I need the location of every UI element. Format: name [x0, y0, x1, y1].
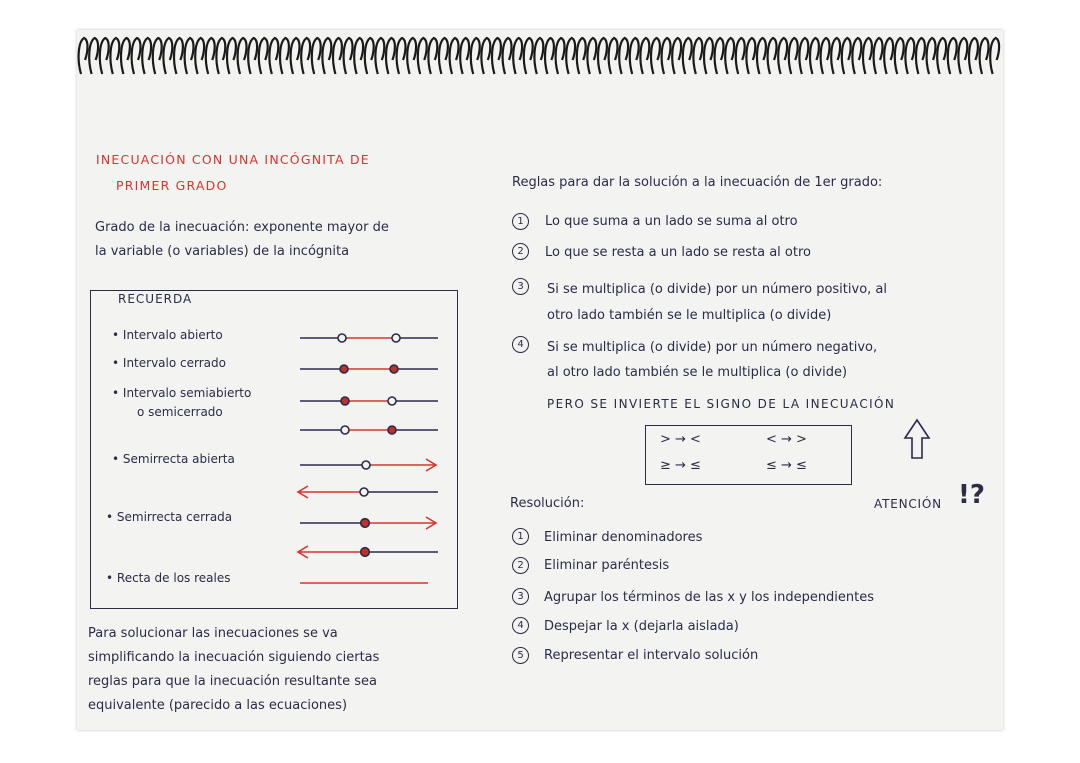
closed-dot [388, 426, 396, 434]
reglas-title: Reglas para dar la solución a la inecuación de 1er grado: [512, 175, 883, 190]
step-number: 2 [512, 557, 529, 574]
bullet-intervalo-semiabierto: • Intervalo semiabierto [112, 386, 252, 400]
closed-dot [340, 365, 348, 373]
open-dot [392, 334, 400, 342]
step-3: Agrupar los términos de las x y los independientes [544, 590, 875, 605]
atencion-marks: !? [958, 480, 985, 510]
rule-4-line-2: al otro lado también se le multiplica (o divide) [547, 365, 848, 380]
rule-1-line-1: Lo que suma a un lado se suma al otro [545, 214, 798, 229]
step-number: 4 [512, 617, 529, 634]
step-number: 3 [512, 588, 529, 605]
item-label: Intervalo abierto [122, 328, 223, 342]
title-line-2: PRIMER GRADO [116, 178, 228, 193]
recuerda-heading: RECUERDA [118, 292, 193, 306]
step-5: Representar el intervalo solución [544, 648, 759, 663]
rule-number: 1 [512, 213, 529, 230]
item-label: Recta de los reales [116, 571, 231, 585]
rule-3-line-2: otro lado también se le multiplica (o divide) [547, 308, 832, 323]
para-line-4: equivalente (parecido a las ecuaciones) [88, 698, 348, 713]
open-dot [362, 461, 370, 469]
sign-rule-3: ≥ → ≤ [660, 458, 701, 473]
step-4: Despejar la x (dejarla aislada) [544, 619, 739, 634]
item-label: Semirrecta abierta [122, 452, 235, 466]
bullet-semirrecta-abierta: • Semirrecta abierta [112, 452, 235, 466]
title-line-1: INECUACIÓN CON UNA INCÓGNITA DE [96, 152, 370, 167]
rule-number: 4 [512, 336, 529, 353]
resolucion-title: Resolución: [510, 496, 585, 511]
rule-4-line-1: Si se multiplica (o divide) por un número negativo, [547, 340, 878, 355]
step-number: 1 [512, 528, 529, 545]
item-label: Intervalo semiabierto [122, 386, 252, 400]
closed-dot [390, 365, 398, 373]
bullet-intervalo-cerrado: • Intervalo cerrado [112, 356, 226, 370]
up-arrow-icon [905, 420, 929, 458]
para-line-3: reglas para que la inecuación resultante sea [88, 674, 378, 689]
rule-number: 2 [512, 243, 529, 260]
grado-line-1: Grado de la inecuación: exponente mayor de [95, 220, 389, 235]
closed-dot [361, 519, 370, 528]
para-line-2: simplificando la inecuación siguiendo ciertas [88, 650, 380, 665]
item-semicerrado: o semicerrado [137, 405, 223, 419]
bullet-semirrecta-cerrada: • Semirrecta cerrada [106, 510, 233, 524]
para-line-1: Para solucionar las inecuaciones se va [88, 626, 338, 641]
bullet-recta-reales: • Recta de los reales [106, 571, 231, 585]
grado-line-2: la variable (o variables) de la incógnita [95, 244, 350, 259]
open-dot [341, 426, 349, 434]
step-number: 5 [512, 647, 529, 664]
rule-2-line-1: Lo que se resta a un lado se resta al otro [545, 245, 811, 260]
open-dot [388, 397, 396, 405]
rule-number: 3 [512, 278, 529, 295]
step-1: Eliminar denominadores [544, 530, 703, 545]
rule-3-line-1: Si se multiplica (o divide) por un número positivo, al [547, 282, 887, 297]
atencion-label: ATENCIÓN [874, 497, 942, 511]
sign-rule-4: ≤ → ≤ [766, 458, 807, 473]
item-label: Intervalo cerrado [122, 356, 226, 370]
item-label: Semirrecta cerrada [116, 510, 233, 524]
open-dot [338, 334, 346, 342]
bullet-intervalo-abierto: • Intervalo abierto [112, 328, 223, 342]
pero-warning: PERO SE INVIERTE EL SIGNO DE LA INECUACIÓN [547, 397, 896, 411]
open-dot [360, 488, 368, 496]
sign-rule-1: > → < [660, 432, 701, 447]
closed-dot [341, 397, 349, 405]
step-2: Eliminar paréntesis [544, 558, 670, 573]
closed-dot [361, 548, 370, 557]
sign-rule-2: < → > [766, 432, 807, 447]
